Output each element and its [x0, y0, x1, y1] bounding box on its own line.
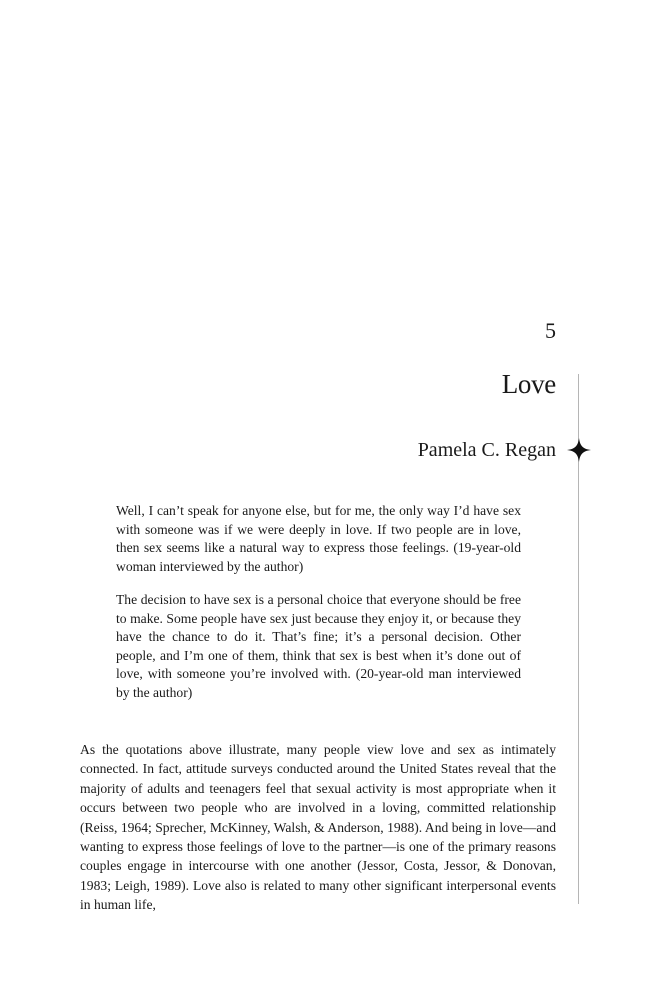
chapter-title: Love [501, 369, 556, 399]
epigraph-quote-1: Well, I can’t speak for anyone else, but for me, the only way I’d have sex with someone was if we were deeply in love. If two people are in love, then sex seems like a natural way to express those feelings. (19-year-old woman interviewed by the author) [116, 503, 521, 574]
body-paragraph: As the quotations above illustrate, many people view love and sex as intimately connected. In fact, attitude surveys conducted around the United States reveal that the majority of adults and teenagers feel that sexual activity is most appropriate when it occurs between two people who are involved in a loving, committed relationship (Reiss, 1964; Sprecher, McKinney, Walsh, & Anderson, 1988). And being in love—and wanting to express those feelings of love to the partner—is one of the primary reasons couples engage in intercourse with one another (Jessor, Costa, Jessor, & Donovan, 1983; Leigh, 1989). Love also is related to many other significant interpersonal events in human life, [80, 742, 556, 913]
four-point-star-icon [566, 437, 592, 463]
chapter-number: 5 [545, 318, 556, 343]
chapter-author: Pamela C. Regan [417, 439, 556, 461]
epigraph-quote-2: The decision to have sex is a personal choice that everyone should be free to make. Some people have sex just because they enjoy it, or because they have the chance to do it. That’s fine; it’s a personal decision. Other people, and I’m one of them, think that sex is best when it’s done out of love, with someone you’re involved with. (20-year-old man interviewed by the author) [116, 592, 521, 700]
